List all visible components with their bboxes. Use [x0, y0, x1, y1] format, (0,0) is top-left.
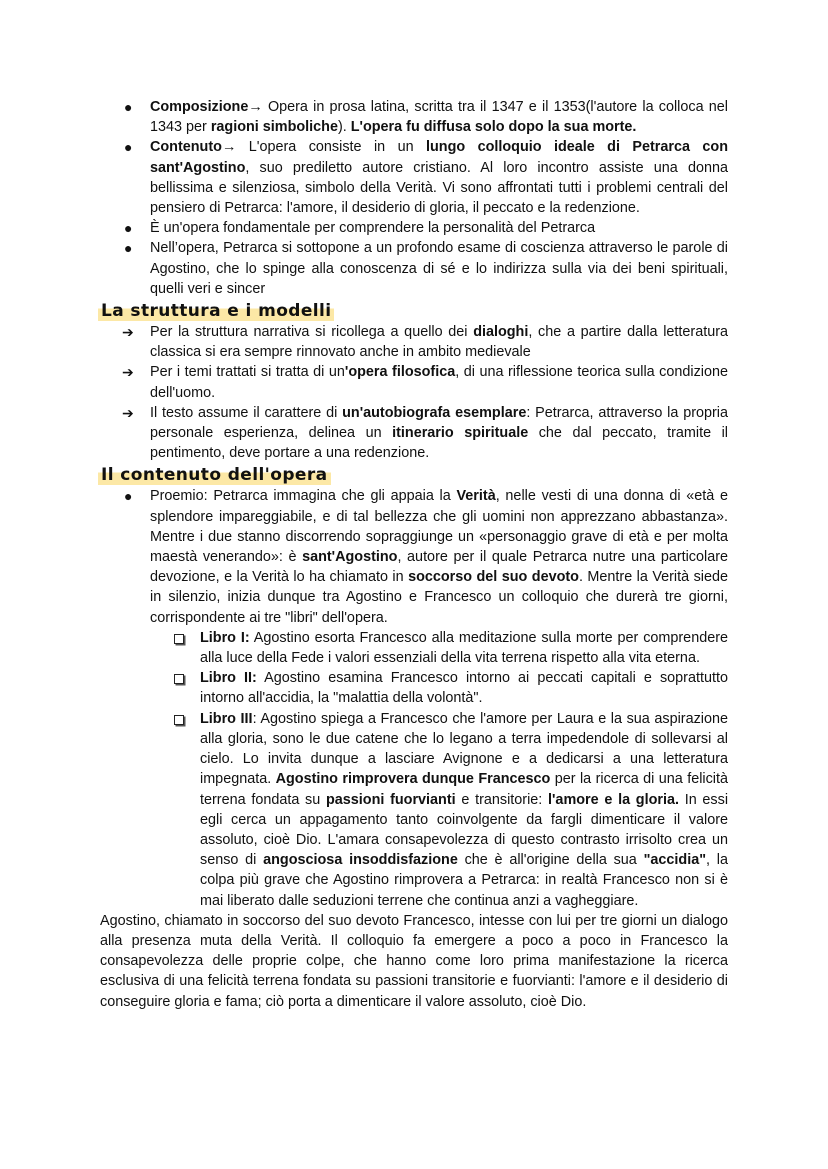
text-run: Agostino esorta Francesco alla meditazione sulla morte per comprendere alla luce della Fede i valori essenziali della vita terrena rispetto alla vita eterna.: [200, 629, 728, 667]
book-text: [200, 630, 728, 666]
bold-text-run: "accidia": [643, 852, 707, 869]
arrow-right-icon: ➔: [122, 324, 134, 341]
book-item: [100, 709, 728, 911]
structure-list: [100, 322, 728, 463]
proemio-item: [100, 486, 728, 627]
text-run: → L'opera consiste in un: [221, 139, 426, 156]
checkbox-square-icon: [174, 715, 184, 725]
bold-text-run: ragioni simboliche: [210, 119, 338, 136]
structure-item: [100, 403, 728, 464]
content-list: [100, 486, 728, 910]
book-item: [100, 668, 728, 708]
arrow-right-icon: ➔: [122, 404, 134, 421]
bullet-dot-icon: ●: [124, 139, 133, 156]
bullet-text: [150, 220, 595, 236]
section-heading-content: Il contenuto dell'opera: [98, 465, 331, 486]
bold-text-run: Verità: [456, 488, 496, 505]
text-run: ).: [337, 119, 351, 136]
text-run: , suo prediletto autore cristiano. Al loro incontro assiste una donna bellissima e silenziosa, simbolo della Verità. Vi sono affrontati tutti i problemi centrali del pensiero di Petrarca: l'amore, il desiderio di gloria, il peccato e la redenzione.: [150, 159, 728, 217]
text-run: che dal peccato, tramite il pentimento, deve portare a una redenzione.: [150, 425, 728, 462]
bold-text-run: itinerario spirituale: [392, 425, 529, 442]
bullet-text: [150, 240, 728, 296]
bullet-dot-icon: ●: [124, 240, 133, 257]
structure-item: [100, 362, 728, 402]
bold-text-run: Contenuto: [150, 139, 222, 156]
book-text: [200, 711, 728, 909]
bold-text-run: sant'Agostino: [302, 549, 398, 566]
book-text: [200, 670, 728, 706]
bold-text-run: Libro II:: [200, 670, 257, 687]
bold-text-run: Libro III: [200, 710, 253, 727]
proemio-text: [150, 488, 728, 625]
structure-item: [100, 322, 728, 362]
page-content: [100, 97, 728, 1012]
bold-text-run: 'opera filosofica: [344, 364, 456, 381]
text-run: , che a partire dalla letteratura classica si era sempre rinnovato anche in ambito medievale: [150, 324, 729, 361]
text-run: per la ricerca di una felicità terrena fondata su: [200, 771, 728, 808]
text-run: Per la struttura narrativa si ricollega a quello dei: [150, 324, 474, 341]
bold-text-run: dialoghi: [473, 324, 529, 341]
intro-bullet: [100, 97, 728, 137]
text-run: , autore per il quale Petrarca nutre una particolare devozione, e la Verità lo ha chiamato in: [150, 549, 729, 586]
text-run: È un'opera fondamentale per comprendere la personalità del Petrarca: [150, 220, 596, 237]
bold-text-run: l'amore e la gloria.: [548, 791, 679, 808]
section-heading-structure: La struttura e i modelli: [98, 301, 334, 322]
text-run: , di una riflessione teorica sulla condizione dell'uomo.: [150, 364, 728, 401]
bullet-dot-icon: ●: [124, 220, 133, 237]
bold-text-run: angosciosa insoddisfazione: [263, 852, 458, 869]
arrow-right-icon: ➔: [122, 364, 134, 381]
bold-text-run: Composizione: [150, 99, 249, 115]
intro-list: [100, 97, 728, 299]
text-run: : Agostino spiega a Francesco che l'amore per Laura e la sua aspirazione alla gloria, sono le due catene che lo legano a terra impedendole di sollevarsi al cielo. Lo invita dunque a lasciare Avignone e a dedicarsi a una letteratura impegnata.: [200, 710, 728, 788]
text-run: , nelle vesti di una donna di «età e splendore impareggiabile, e di tal bellezza che gli uomini non apprezzano abbastanza». Mentre i due stanno discorrendo sopraggiunge un «personaggio grave di età e per molta maestà venerando»: è: [150, 488, 728, 566]
bullet-dot-icon: ●: [124, 99, 133, 115]
item-text: [150, 364, 728, 400]
text-run: e transitorie:: [455, 791, 549, 808]
text-run: Per i temi trattati si tratta di un: [150, 364, 345, 381]
intro-bullet: [100, 137, 728, 218]
text-run: : Petrarca, attraverso la propria personale esperienza, delinea un: [150, 404, 729, 442]
text-run: Proemio: Petrarca immagina che gli appaia la: [150, 488, 457, 505]
checkbox-square-icon: [174, 674, 184, 684]
bold-text-run: Libro I:: [200, 629, 250, 646]
bullet-text: [150, 139, 728, 216]
item-text: [150, 324, 728, 360]
text-run: . Mentre la Verità siede in silenzio, inizia dunque tra Agostino e Francesco un colloquio che durerà tre giorni, corrispondente ai tre "libri" dell'opera.: [150, 569, 728, 626]
text-run: → Opera in prosa latina, scritta tra il 1347 e il 1353(l'autore la colloca nel 1343 per: [150, 99, 728, 136]
item-text: [150, 405, 728, 461]
bold-text-run: L'opera fu diffusa solo dopo la sua morte.: [350, 119, 637, 136]
text-run: In essi egli cerca un appagamento tanto coinvolgente da fargli dimenticare il valore assoluto, cioè Dio. L'amara consapevolezza di questo contrasto irrisolto crea un senso di: [200, 791, 729, 869]
checkbox-square-icon: [174, 634, 184, 644]
closing-paragraph: Agostino, chiamato in soccorso del suo devoto Francesco, intesse con lui per tre giorni un dialogo alla presenza muta della Verità. Il colloquio fa emergere a poco a poco in Francesco la consapevolezza delle proprie colpe, che hanno come loro prima manifestazione la ricerca esclusiva di una felicità terrena fondata su passioni transitorie e fuorvianti: l'amore e il desiderio di conseguire gloria e fama; ciò porta a dimenticare il valore assoluto, cioè Dio.: [100, 912, 728, 1010]
book-item: [100, 628, 728, 668]
intro-bullet: [100, 218, 728, 238]
bullet-dot-icon: ●: [124, 488, 133, 505]
bold-text-run: passioni fuorvianti: [325, 791, 456, 808]
text-run: Nell’opera, Petrarca si sottopone a un profondo esame di coscienza attraverso le parole di Agostino, che lo spinge alla conoscenza di sé e lo indirizza sulla via dei beni spirituali, quelli veri e sincer: [150, 240, 728, 297]
text-run: Agostino esamina Francesco intorno ai peccati capitali e soprattutto intorno all'accidia, la "malattia della volontà".: [200, 670, 728, 707]
bold-text-run: Agostino rimprovera dunque Francesco: [275, 771, 551, 788]
text-run: Il testo assume il carattere di: [150, 404, 343, 421]
bullet-text: [150, 99, 728, 135]
text-run: che è all'origine della sua: [457, 852, 644, 869]
bold-text-run: un'autobiografa esemplare: [342, 404, 527, 421]
bold-text-run: lungo colloquio ideale di Petrarca con sant'Agostino: [150, 139, 728, 176]
intro-bullet: [100, 238, 728, 299]
bold-text-run: soccorso del suo devoto: [408, 569, 579, 586]
text-run: , la colpa più grave che Agostino rimprovera a Petrarca: in realtà Francesco non si è mai liberato dalle seduzioni terrene che continua anzi a vagheggiare.: [200, 852, 728, 909]
